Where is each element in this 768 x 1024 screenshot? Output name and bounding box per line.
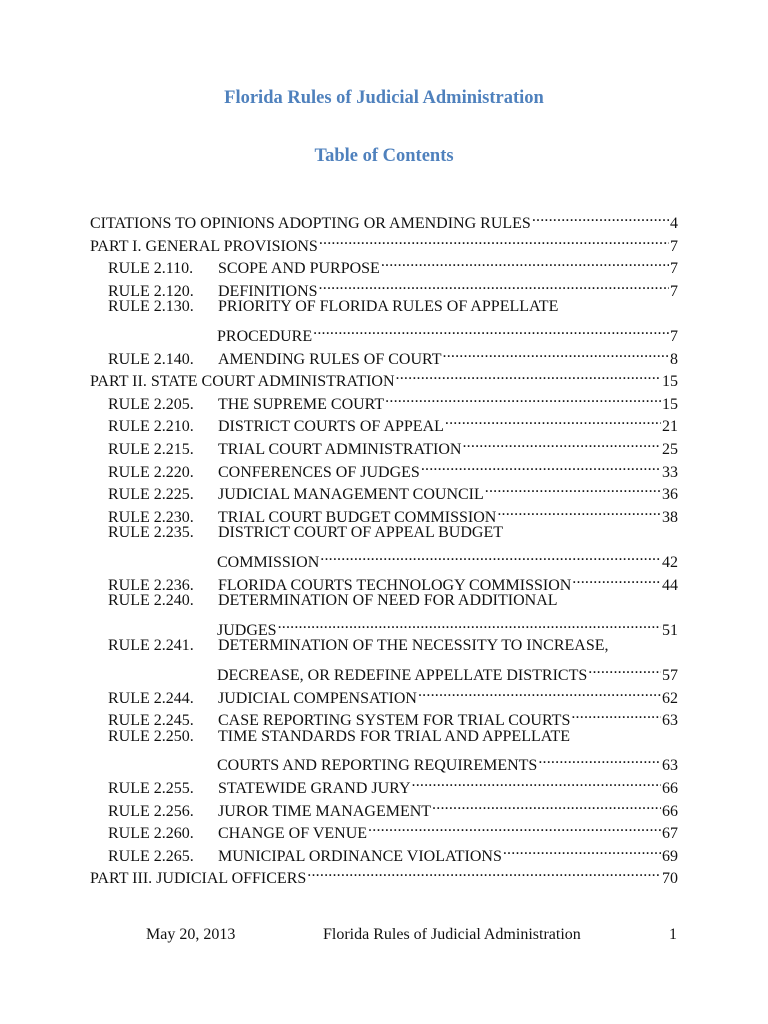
toc-rule-number: RULE 2.260. [108, 825, 194, 842]
toc-entry-page: 44 [662, 577, 678, 594]
toc-rule-number: RULE 2.256. [108, 803, 194, 820]
toc-entry[interactable] [108, 567, 678, 594]
toc-rule-number: RULE 2.236. [108, 577, 194, 594]
toc-entry[interactable] [108, 454, 678, 481]
toc-entry-continuation[interactable] [217, 747, 678, 774]
toc-entry[interactable] [90, 205, 678, 232]
toc-entry-page: 66 [662, 780, 678, 797]
toc-entry-title: DISTRICT COURTS OF APPEAL [218, 418, 444, 435]
toc-rule-number: RULE 2.244. [108, 690, 194, 707]
toc-entry-page: 33 [662, 464, 678, 481]
toc-entry-page: 63 [662, 757, 678, 774]
toc-entry-page: 67 [662, 825, 678, 842]
dot-leader [385, 386, 661, 409]
toc-entry[interactable] [108, 589, 678, 612]
toc-entry-title: CASE REPORTING SYSTEM FOR TRIAL COURTS [218, 712, 571, 729]
toc-entry[interactable] [108, 386, 678, 413]
toc-rule-number: RULE 2.255. [108, 780, 194, 797]
toc-rule-number: RULE 2.240. [108, 592, 194, 609]
toc-rule-number: RULE 2.130. [108, 298, 194, 315]
toc-entry-page: 70 [662, 870, 678, 887]
toc-entry-title: STATEWIDE GRAND JURY [218, 780, 411, 797]
toc-rule-number: RULE 2.120. [108, 283, 194, 300]
toc-entry[interactable] [108, 725, 678, 748]
toc-entry-title: TIME STANDARDS FOR TRIAL AND APPELLATE [218, 728, 571, 745]
dot-leader [278, 612, 661, 635]
toc-entry-title: THE SUPREME COURT [218, 396, 385, 413]
toc-entry-title: FLORIDA COURTS TECHNOLOGY COMMISSION [218, 577, 572, 594]
toc-entry-title: CHANGE OF VENUE [218, 825, 368, 842]
toc-entry[interactable] [108, 680, 678, 707]
dot-leader [421, 454, 661, 477]
toc-entry[interactable] [108, 431, 678, 458]
toc-entry-continuation[interactable] [217, 544, 678, 571]
toc-entry-page: 69 [662, 848, 678, 865]
toc-entry-title: PART III. JUDICIAL OFFICERS [90, 870, 307, 887]
toc-entry-page: 51 [662, 622, 678, 639]
toc-entry-title-cont: DECREASE, OR REDEFINE APPELLATE DISTRICTS [217, 667, 588, 684]
toc-entry-page: 8 [670, 351, 678, 368]
toc-rule-number: RULE 2.220. [108, 464, 194, 481]
toc-entry[interactable] [108, 521, 678, 544]
document-title: Florida Rules of Judicial Administration [224, 88, 544, 108]
toc-rule-number: RULE 2.110. [108, 260, 194, 277]
dot-leader [381, 250, 669, 273]
toc-entry-page: 57 [662, 667, 678, 684]
dot-leader [485, 476, 661, 499]
toc-entry-page: 38 [662, 509, 678, 526]
toc-rule-number: RULE 2.205. [108, 396, 194, 413]
toc-entry-title-cont: COMMISSION [217, 554, 320, 571]
dot-leader [571, 702, 661, 725]
toc-entry-title: DEFINITIONS [218, 283, 318, 300]
toc-entry-title: PART I. GENERAL PROVISIONS [90, 238, 318, 255]
toc-entry-title: SCOPE AND PURPOSE [218, 260, 380, 277]
toc-rule-number: RULE 2.210. [108, 418, 194, 435]
toc-rule-number: RULE 2.225. [108, 486, 194, 503]
dot-leader [445, 408, 661, 431]
dot-leader [319, 228, 669, 251]
toc-entry[interactable] [108, 702, 678, 729]
dot-leader [538, 747, 661, 770]
toc-rule-number: RULE 2.250. [108, 728, 194, 745]
toc-entry-page: 25 [662, 441, 678, 458]
toc-rule-number: RULE 2.140. [108, 351, 194, 368]
page-footer [0, 926, 768, 948]
dot-leader [368, 815, 661, 838]
dot-leader [532, 205, 669, 228]
toc-entry-page: 7 [670, 328, 678, 345]
toc-entry-page: 7 [670, 238, 678, 255]
toc-entry[interactable] [108, 273, 678, 300]
toc-entry[interactable] [108, 341, 678, 368]
toc-entry-page: 66 [662, 803, 678, 820]
toc-entry[interactable] [108, 476, 678, 503]
dot-leader [418, 680, 661, 703]
toc-entry-continuation[interactable] [217, 318, 678, 345]
toc-entry-title: AMENDING RULES OF COURT [218, 351, 442, 368]
dot-leader [572, 567, 661, 590]
toc-rule-number: RULE 2.245. [108, 712, 194, 729]
toc-entry-title: MUNICIPAL ORDINANCE VIOLATIONS [218, 848, 502, 865]
toc-entry[interactable] [108, 408, 678, 435]
toc-heading: Table of Contents [314, 146, 454, 166]
footer-title: Florida Rules of Judicial Administration [323, 926, 581, 943]
toc-entry[interactable] [108, 295, 678, 318]
toc-entry[interactable] [90, 363, 678, 390]
toc-rule-number: RULE 2.241. [108, 637, 194, 654]
toc-entry-title: PART II. STATE COURT ADMINISTRATION [90, 373, 395, 390]
toc-entry-title: DETERMINATION OF THE NECESSITY TO INCREASE, [218, 637, 609, 654]
toc-entry-title: CONFERENCES OF JUDGES [218, 464, 420, 481]
toc-entry-page: 15 [662, 396, 678, 413]
toc-rule-number: RULE 2.265. [108, 848, 194, 865]
toc-entry-title-cont: COURTS AND REPORTING REQUIREMENTS [217, 757, 538, 774]
dot-leader [307, 860, 661, 883]
toc-entry-title: DETERMINATION OF NEED FOR ADDITIONAL [218, 592, 558, 609]
toc-entry[interactable] [90, 860, 678, 887]
toc-entry-page: 36 [662, 486, 678, 503]
toc-rule-number: RULE 2.215. [108, 441, 194, 458]
toc-entry-title: JUDICIAL COMPENSATION [218, 690, 417, 707]
toc-rule-number: RULE 2.230. [108, 509, 194, 526]
toc-entry-page: 62 [662, 690, 678, 707]
dot-leader [432, 793, 661, 816]
toc-entry-page: 4 [670, 215, 678, 232]
dot-leader [497, 499, 661, 522]
dot-leader [313, 318, 669, 341]
toc-entry[interactable] [108, 499, 678, 526]
toc-entry-title: DISTRICT COURT OF APPEAL BUDGET [218, 524, 503, 541]
dot-leader [443, 341, 670, 364]
toc-entry[interactable] [108, 838, 678, 865]
dot-leader [319, 273, 669, 296]
toc-entry-title: JUROR TIME MANAGEMENT [218, 803, 432, 820]
toc-entry[interactable] [90, 228, 678, 255]
toc-entry-page: 21 [662, 418, 678, 435]
toc-entry-title: JUDICIAL MANAGEMENT COUNCIL [218, 486, 484, 503]
toc-entry-page: 63 [662, 712, 678, 729]
toc-entry-title: TRIAL COURT BUDGET COMMISSION [218, 509, 497, 526]
toc-entry-continuation[interactable] [217, 612, 678, 639]
dot-leader [588, 657, 661, 680]
toc-entry-page: 15 [662, 373, 678, 390]
toc-entry-title: CITATIONS TO OPINIONS ADOPTING OR AMENDING RULES [90, 215, 531, 232]
footer-page-number: 1 [669, 926, 677, 943]
toc-entry-page: 7 [670, 283, 678, 300]
footer-date: May 20, 2013 [146, 926, 236, 943]
toc-entry[interactable] [108, 634, 678, 657]
toc-entry-title: TRIAL COURT ADMINISTRATION [218, 441, 462, 458]
toc-entry-page: 42 [662, 554, 678, 571]
toc-entry[interactable] [108, 770, 678, 797]
dot-leader [396, 363, 661, 386]
toc-entry-title: PRIORITY OF FLORIDA RULES OF APPELLATE [218, 298, 559, 315]
toc-entry-title-cont: PROCEDURE [217, 328, 313, 345]
toc-entry-title-cont: JUDGES [217, 622, 277, 639]
dot-leader [503, 838, 661, 861]
toc-entry-page: 7 [670, 260, 678, 277]
dot-leader [412, 770, 662, 793]
toc-rule-number: RULE 2.235. [108, 524, 194, 541]
dot-leader [462, 431, 661, 454]
toc-entry[interactable] [108, 815, 678, 842]
toc-entry-continuation[interactable] [217, 657, 678, 684]
toc-entry[interactable] [108, 793, 678, 820]
toc-entry[interactable] [108, 250, 678, 277]
dot-leader [320, 544, 661, 567]
